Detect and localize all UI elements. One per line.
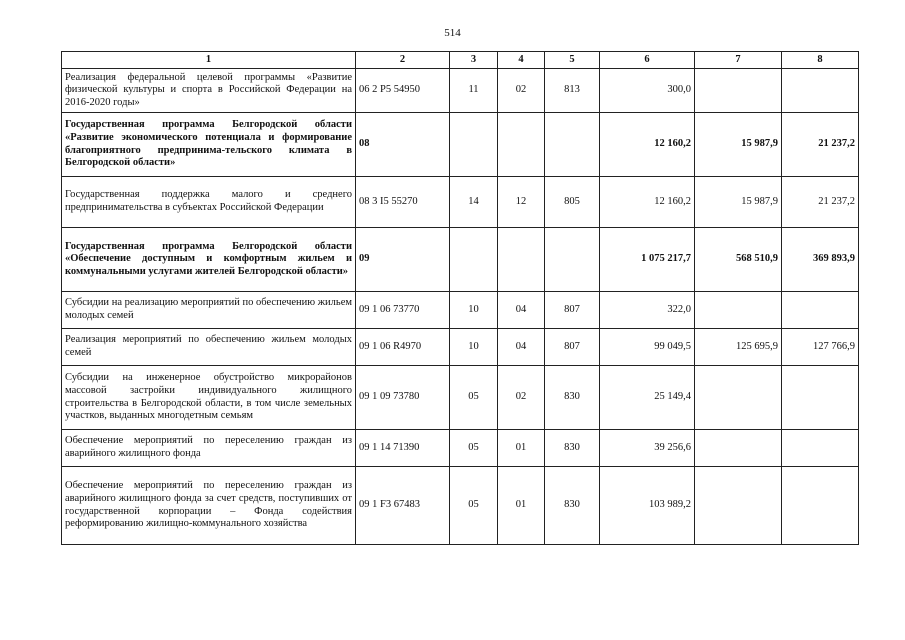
row-code: 09 1 14 71390 — [356, 430, 450, 467]
row-col-8: 21 237,2 — [782, 113, 859, 177]
row-col-7 — [695, 366, 782, 430]
page-number: 514 — [444, 27, 461, 39]
row-code: 09 1 06 R4970 — [356, 329, 450, 366]
row-code: 06 2 P5 54950 — [356, 69, 450, 113]
row-col-6: 25 149,4 — [600, 366, 695, 430]
row-col-6: 103 989,2 — [600, 467, 695, 545]
table-row — [62, 113, 859, 177]
row-col-7: 125 695,9 — [695, 329, 782, 366]
budget-table — [61, 51, 859, 545]
row-col-7: 15 987,9 — [695, 113, 782, 177]
row-col-3: 11 — [450, 69, 498, 113]
row-col-6: 12 160,2 — [600, 177, 695, 228]
row-col-5: 830 — [545, 430, 600, 467]
row-name: Субсидии на инженерное обустройство микрорайонов массовой застройки индивидуального жилищного строительства в Белгородской области, в том числе земельных участков, выданных многодетным семьям — [62, 366, 356, 430]
row-col-7 — [695, 467, 782, 545]
row-col-8 — [782, 467, 859, 545]
row-name: Обеспечение мероприятий по переселению граждан из аварийного жилищного фонда за счет средств, поступивших от государственной корпорации – Фонда содействия реформированию жилищно-коммунального хозяйства — [62, 467, 356, 545]
row-col-7 — [695, 292, 782, 329]
row-col-4: 04 — [498, 292, 545, 329]
row-col-8 — [782, 366, 859, 430]
header-col-8: 8 — [782, 52, 859, 69]
table-row — [62, 69, 859, 113]
row-col-6: 1 075 217,7 — [600, 228, 695, 292]
row-col-4 — [498, 113, 545, 177]
row-col-3: 10 — [450, 292, 498, 329]
row-name: Субсидии на реализацию мероприятий по обеспечению жильем молодых семей — [62, 292, 356, 329]
row-name: Обеспечение мероприятий по переселению граждан из аварийного жилищного фонда — [62, 430, 356, 467]
row-col-4: 12 — [498, 177, 545, 228]
row-code: 08 3 I5 55270 — [356, 177, 450, 228]
row-col-6: 322,0 — [600, 292, 695, 329]
row-col-5: 805 — [545, 177, 600, 228]
row-name: Государственная программа Белгородской области «Развитие экономического потенциала и формирование благоприятного предпринима-тельского климата в Белгородской области» — [62, 113, 356, 177]
row-code: 09 1 F3 67483 — [356, 467, 450, 545]
header-col-2: 2 — [356, 52, 450, 69]
row-col-7: 15 987,9 — [695, 177, 782, 228]
table-row — [62, 329, 859, 366]
row-code: 09 1 09 73780 — [356, 366, 450, 430]
header-col-7: 7 — [695, 52, 782, 69]
header-col-1: 1 — [62, 52, 356, 69]
row-col-5: 807 — [545, 329, 600, 366]
row-col-3: 14 — [450, 177, 498, 228]
header-col-5: 5 — [545, 52, 600, 69]
row-col-6: 12 160,2 — [600, 113, 695, 177]
row-code: 08 — [356, 113, 450, 177]
row-col-8 — [782, 292, 859, 329]
row-col-7 — [695, 69, 782, 113]
row-col-6: 39 256,6 — [600, 430, 695, 467]
row-name: Реализация федеральной целевой программы «Развитие физической культуры и спорта в Российской Федерации на 2016-2020 годы» — [62, 69, 356, 113]
row-col-5 — [545, 228, 600, 292]
row-name: Государственная программа Белгородской области «Обеспечение доступным и комфортным жильем и коммунальными услугами жителей Белгородской области» — [62, 228, 356, 292]
row-code: 09 — [356, 228, 450, 292]
row-col-5: 807 — [545, 292, 600, 329]
table-row — [62, 467, 859, 545]
row-col-6: 99 049,5 — [600, 329, 695, 366]
header-row — [62, 52, 859, 69]
row-col-4: 02 — [498, 366, 545, 430]
header-col-3: 3 — [450, 52, 498, 69]
row-col-7 — [695, 430, 782, 467]
row-col-8: 369 893,9 — [782, 228, 859, 292]
row-col-8: 21 237,2 — [782, 177, 859, 228]
table-row — [62, 430, 859, 467]
row-col-3: 10 — [450, 329, 498, 366]
row-col-6: 300,0 — [600, 69, 695, 113]
row-col-8 — [782, 69, 859, 113]
table-row — [62, 366, 859, 430]
row-col-8: 127 766,9 — [782, 329, 859, 366]
row-col-5: 830 — [545, 467, 600, 545]
row-col-5: 813 — [545, 69, 600, 113]
row-col-8 — [782, 430, 859, 467]
header-col-4: 4 — [498, 52, 545, 69]
row-col-3 — [450, 228, 498, 292]
row-col-3 — [450, 113, 498, 177]
row-col-4: 01 — [498, 467, 545, 545]
row-col-3: 05 — [450, 366, 498, 430]
row-col-4 — [498, 228, 545, 292]
row-name: Государственная поддержка малого и среднего предпринимательства в субъектах Российской Федерации — [62, 177, 356, 228]
row-col-4: 02 — [498, 69, 545, 113]
table-row — [62, 228, 859, 292]
row-col-7: 568 510,9 — [695, 228, 782, 292]
table-row — [62, 292, 859, 329]
row-code: 09 1 06 73770 — [356, 292, 450, 329]
row-col-5: 830 — [545, 366, 600, 430]
header-col-6: 6 — [600, 52, 695, 69]
row-col-3: 05 — [450, 467, 498, 545]
row-col-3: 05 — [450, 430, 498, 467]
row-name: Реализация мероприятий по обеспечению жильем молодых семей — [62, 329, 356, 366]
row-col-4: 01 — [498, 430, 545, 467]
table-row — [62, 177, 859, 228]
row-col-4: 04 — [498, 329, 545, 366]
row-col-5 — [545, 113, 600, 177]
